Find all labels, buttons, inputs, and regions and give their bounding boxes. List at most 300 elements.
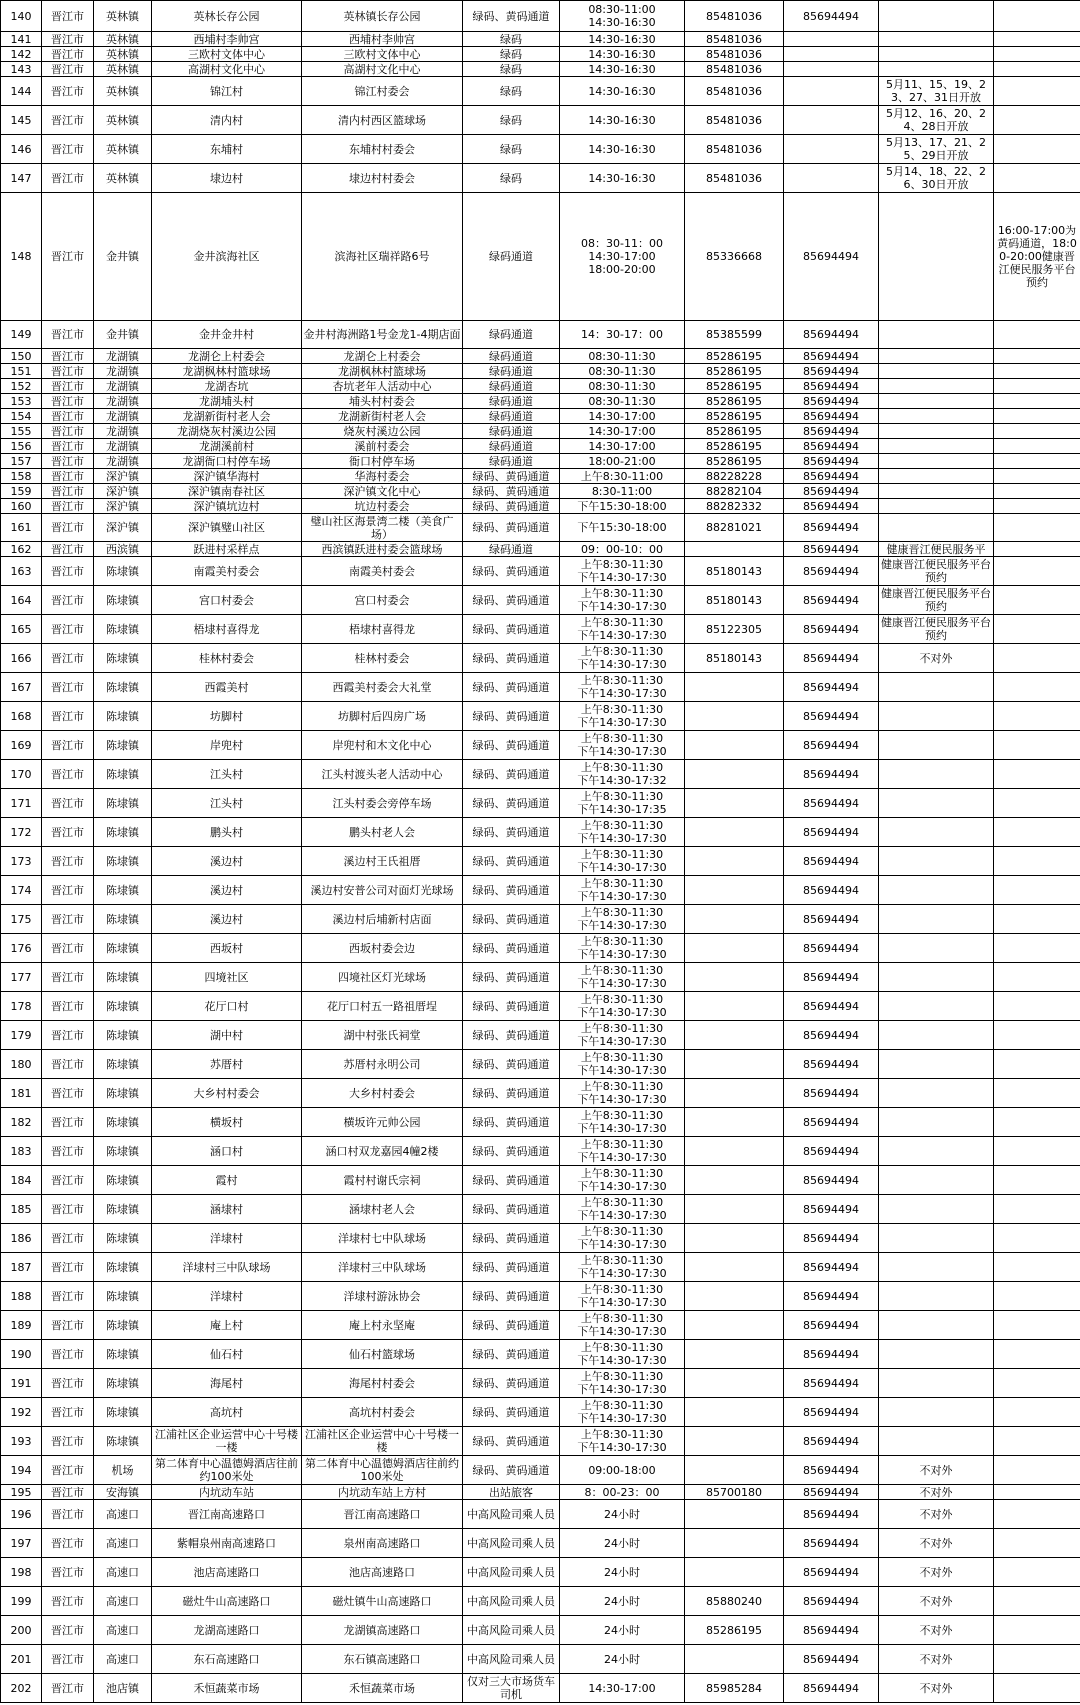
note-cell <box>879 673 994 702</box>
hours-cell: 上午8:30-11:30 下午14:30-17:30 <box>560 876 685 905</box>
site-name-cell: 金井滨海社区 <box>152 193 302 321</box>
remark-cell <box>994 47 1080 62</box>
town-cell: 深沪镇 <box>94 469 152 484</box>
phone-cell: 85481036 <box>685 106 784 135</box>
phone-cell <box>685 789 784 818</box>
note-cell: 5月11、15、19、23、27、31日开放 <box>879 77 994 106</box>
note-cell <box>879 1253 994 1282</box>
table-row <box>1 992 1080 1021</box>
site-name-cell: 高湖村文化中心 <box>152 62 302 77</box>
town-cell: 机场 <box>94 1456 152 1485</box>
note-cell <box>879 1224 994 1253</box>
lane-type-cell: 绿码、黄码通道 <box>463 1369 560 1398</box>
town-cell: 陈埭镇 <box>94 1137 152 1166</box>
phone-cell <box>685 934 784 963</box>
address-cell: 苏厝村永明公司 <box>302 1050 463 1079</box>
address-cell: 溪前村委会 <box>302 439 463 454</box>
table-row <box>1 1427 1080 1456</box>
remark-cell <box>994 106 1080 135</box>
town-cell: 龙湖镇 <box>94 394 152 409</box>
city-cell: 晋江市 <box>42 1485 94 1500</box>
hotline-cell: 85694494 <box>784 586 879 615</box>
remark-cell <box>994 1137 1080 1166</box>
hours-cell: 上午8:30-11:30 下午14:30-17:32 <box>560 760 685 789</box>
address-cell: 溪边村后埔新村店面 <box>302 905 463 934</box>
lane-type-cell: 绿码、黄码通道 <box>463 586 560 615</box>
town-cell: 陈埭镇 <box>94 1253 152 1282</box>
note-cell: 不对外 <box>879 644 994 673</box>
address-cell: 泉州南高速路口 <box>302 1529 463 1558</box>
town-cell: 陈埭镇 <box>94 1427 152 1456</box>
table-row <box>1 1340 1080 1369</box>
remark-cell <box>994 557 1080 586</box>
address-cell: 磁灶镇牛山高速路口 <box>302 1587 463 1616</box>
table-row <box>1 1224 1080 1253</box>
table-row <box>1 1079 1080 1108</box>
row-number-cell: 183 <box>1 1137 42 1166</box>
row-number-cell: 140 <box>1 1 42 32</box>
table-row <box>1 847 1080 876</box>
address-cell: 江浦社区企业运营中心十号楼一楼 <box>302 1427 463 1456</box>
city-cell: 晋江市 <box>42 439 94 454</box>
remark-cell <box>994 1021 1080 1050</box>
remark-cell: 16:00-17:00为黄码通道，18:00-20:00健康晋江便民服务平台预约 <box>994 193 1080 321</box>
lane-type-cell: 绿码、黄码通道 <box>463 1253 560 1282</box>
site-name-cell: 仙石村 <box>152 1340 302 1369</box>
city-cell: 晋江市 <box>42 409 94 424</box>
town-cell: 英林镇 <box>94 62 152 77</box>
row-number-cell: 190 <box>1 1340 42 1369</box>
town-cell: 陈埭镇 <box>94 557 152 586</box>
lane-type-cell: 绿码、黄码通道 <box>463 1021 560 1050</box>
row-number-cell: 161 <box>1 514 42 542</box>
city-cell: 晋江市 <box>42 1398 94 1427</box>
phone-cell: 85481036 <box>685 62 784 77</box>
table-row <box>1 1645 1080 1674</box>
site-name-cell: 高坑村 <box>152 1398 302 1427</box>
town-cell: 陈埭镇 <box>94 1021 152 1050</box>
site-name-cell: 晋江南高速路口 <box>152 1500 302 1529</box>
note-cell <box>879 409 994 424</box>
note-cell <box>879 1 994 32</box>
note-cell <box>879 1050 994 1079</box>
address-cell: 璧山社区海景湾二楼（美食广场） <box>302 514 463 542</box>
lane-type-cell: 绿码 <box>463 77 560 106</box>
note-cell <box>879 379 994 394</box>
town-cell: 陈埭镇 <box>94 673 152 702</box>
remark-cell <box>994 1398 1080 1427</box>
city-cell: 晋江市 <box>42 469 94 484</box>
town-cell: 陈埭镇 <box>94 1282 152 1311</box>
town-cell: 高速口 <box>94 1616 152 1645</box>
city-cell: 晋江市 <box>42 905 94 934</box>
address-cell: 池店高速路口 <box>302 1558 463 1587</box>
address-cell: 烧灰村溪边公园 <box>302 424 463 439</box>
table-body <box>1 1 1080 1703</box>
phone-cell <box>685 1282 784 1311</box>
site-name-cell: 深沪镇坑边村 <box>152 499 302 514</box>
town-cell: 龙湖镇 <box>94 364 152 379</box>
site-name-cell: 涵口村 <box>152 1137 302 1166</box>
phone-cell: 85336668 <box>685 193 784 321</box>
address-cell: 晋江南高速路口 <box>302 1500 463 1529</box>
lane-type-cell: 绿码、黄码通道 <box>463 1311 560 1340</box>
address-cell: 桂林村委会 <box>302 644 463 673</box>
phone-cell: 88228228 <box>685 469 784 484</box>
hotline-cell <box>784 47 879 62</box>
site-name-cell: 金井金井村 <box>152 321 302 349</box>
lane-type-cell: 绿码、黄码通道 <box>463 499 560 514</box>
city-cell: 晋江市 <box>42 499 94 514</box>
city-cell: 晋江市 <box>42 542 94 557</box>
town-cell: 陈埭镇 <box>94 789 152 818</box>
remark-cell <box>994 1645 1080 1674</box>
phone-cell: 88282332 <box>685 499 784 514</box>
site-name-cell: 东石高速路口 <box>152 1645 302 1674</box>
hours-cell: 上午8:30-11:30 下午14:30-17:30 <box>560 847 685 876</box>
hours-cell: 08:30-11:30 <box>560 379 685 394</box>
table-row <box>1 135 1080 164</box>
site-name-cell: 龙湖枫林村篮球场 <box>152 364 302 379</box>
town-cell: 陈埭镇 <box>94 1050 152 1079</box>
address-cell: 鹏头村老人会 <box>302 818 463 847</box>
phone-cell: 85880240 <box>685 1587 784 1616</box>
address-cell: 涵埭村老人会 <box>302 1195 463 1224</box>
hotline-cell: 85694494 <box>784 1616 879 1645</box>
hours-cell: 08:30-11:30 <box>560 394 685 409</box>
address-cell: 江头村委会旁停车场 <box>302 789 463 818</box>
row-number-cell: 179 <box>1 1021 42 1050</box>
row-number-cell: 143 <box>1 62 42 77</box>
table-row <box>1 409 1080 424</box>
remark-cell <box>994 454 1080 469</box>
phone-cell <box>685 1529 784 1558</box>
phone-cell <box>685 963 784 992</box>
city-cell: 晋江市 <box>42 106 94 135</box>
site-name-cell: 龙湖埔头村 <box>152 394 302 409</box>
phone-cell: 88281021 <box>685 514 784 542</box>
city-cell: 晋江市 <box>42 1050 94 1079</box>
remark-cell <box>994 514 1080 542</box>
town-cell: 龙湖镇 <box>94 409 152 424</box>
note-cell: 健康晋江便民服务平台预约 <box>879 557 994 586</box>
hotline-cell: 85694494 <box>784 379 879 394</box>
site-name-cell: 洋埭村三中队球场 <box>152 1253 302 1282</box>
address-cell: 洋埭村七中队球场 <box>302 1224 463 1253</box>
site-name-cell: 梧埭村喜得龙 <box>152 615 302 644</box>
hours-cell: 09:00-18:00 <box>560 1456 685 1485</box>
hotline-cell: 85694494 <box>784 1500 879 1529</box>
city-cell: 晋江市 <box>42 349 94 364</box>
row-number-cell: 142 <box>1 47 42 62</box>
town-cell: 英林镇 <box>94 32 152 47</box>
hotline-cell: 85694494 <box>784 1645 879 1674</box>
row-number-cell: 150 <box>1 349 42 364</box>
address-cell: 第二体育中心温德姆酒店往前约100米处 <box>302 1456 463 1485</box>
town-cell: 陈埭镇 <box>94 644 152 673</box>
note-cell <box>879 439 994 454</box>
phone-cell: 85481036 <box>685 1 784 32</box>
hotline-cell: 85694494 <box>784 349 879 364</box>
site-name-cell: 西坂村 <box>152 934 302 963</box>
lane-type-cell: 绿码 <box>463 62 560 77</box>
site-name-cell: 龙湖新街村老人会 <box>152 409 302 424</box>
phone-cell: 85286195 <box>685 394 784 409</box>
hours-cell: 上午8:30-11:30 下午14:30-17:30 <box>560 615 685 644</box>
address-cell: 高坑村村委会 <box>302 1398 463 1427</box>
table-row <box>1 557 1080 586</box>
lane-type-cell: 绿码 <box>463 135 560 164</box>
town-cell: 陈埭镇 <box>94 1224 152 1253</box>
lane-type-cell: 绿码、黄码通道 <box>463 760 560 789</box>
lane-type-cell: 出站旅客 <box>463 1485 560 1500</box>
hotline-cell: 85694494 <box>784 1427 879 1456</box>
town-cell: 陈埭镇 <box>94 615 152 644</box>
table-row <box>1 1253 1080 1282</box>
town-cell: 陈埭镇 <box>94 702 152 731</box>
table-row <box>1 1558 1080 1587</box>
hotline-cell <box>784 164 879 193</box>
town-cell: 陈埭镇 <box>94 1079 152 1108</box>
lane-type-cell: 绿码、黄码通道 <box>463 1456 560 1485</box>
hotline-cell <box>784 32 879 47</box>
address-cell: 涵口村双龙嘉园4幢2楼 <box>302 1137 463 1166</box>
lane-type-cell: 绿码通道 <box>463 409 560 424</box>
town-cell: 英林镇 <box>94 135 152 164</box>
hours-cell: 14:30-17:00 <box>560 409 685 424</box>
hours-cell: 上午8:30-11:30 下午14:30-17:30 <box>560 1079 685 1108</box>
row-number-cell: 153 <box>1 394 42 409</box>
row-number-cell: 151 <box>1 364 42 379</box>
phone-cell: 85985284 <box>685 1674 784 1703</box>
site-name-cell: 龙湖仑上村委会 <box>152 349 302 364</box>
phone-cell <box>685 1645 784 1674</box>
note-cell <box>879 1108 994 1137</box>
hotline-cell: 85694494 <box>784 394 879 409</box>
address-cell: 庵上村永坚庵 <box>302 1311 463 1340</box>
town-cell: 龙湖镇 <box>94 454 152 469</box>
address-cell: 溪边村安普公司对面灯光球场 <box>302 876 463 905</box>
lane-type-cell: 绿码通道 <box>463 379 560 394</box>
remark-cell <box>994 364 1080 379</box>
table-row <box>1 164 1080 193</box>
phone-cell: 85180143 <box>685 586 784 615</box>
table-row <box>1 1 1080 32</box>
phone-cell <box>685 1427 784 1456</box>
remark-cell <box>994 1108 1080 1137</box>
remark-cell <box>994 1079 1080 1108</box>
row-number-cell: 155 <box>1 424 42 439</box>
city-cell: 晋江市 <box>42 1427 94 1456</box>
note-cell: 5月14、18、22、26、30日开放 <box>879 164 994 193</box>
hours-cell: 上午8:30-11:30 下午14:30-17:30 <box>560 1369 685 1398</box>
hotline-cell: 85694494 <box>784 673 879 702</box>
hotline-cell: 85694494 <box>784 424 879 439</box>
table-row <box>1 321 1080 349</box>
site-name-cell: 霞村 <box>152 1166 302 1195</box>
site-name-cell: 湖中村 <box>152 1021 302 1050</box>
lane-type-cell: 绿码通道 <box>463 454 560 469</box>
city-cell: 晋江市 <box>42 818 94 847</box>
town-cell: 陈埭镇 <box>94 905 152 934</box>
address-cell: 东石镇高速路口 <box>302 1645 463 1674</box>
hours-cell: 14:30-17:00 <box>560 1674 685 1703</box>
remark-cell <box>994 1050 1080 1079</box>
note-cell <box>879 1311 994 1340</box>
city-cell: 晋江市 <box>42 934 94 963</box>
remark-cell <box>994 1253 1080 1282</box>
remark-cell <box>994 379 1080 394</box>
address-cell: 坊脚村后四房广场 <box>302 702 463 731</box>
site-name-cell: 江浦社区企业运营中心十号楼一楼 <box>152 1427 302 1456</box>
note-cell <box>879 760 994 789</box>
table-row <box>1 32 1080 47</box>
row-number-cell: 148 <box>1 193 42 321</box>
town-cell: 英林镇 <box>94 164 152 193</box>
note-cell <box>879 349 994 364</box>
hotline-cell: 85694494 <box>784 992 879 1021</box>
lane-type-cell: 绿码、黄码通道 <box>463 876 560 905</box>
hotline-cell <box>784 106 879 135</box>
hours-cell: 上午8:30-11:30 下午14:30-17:30 <box>560 963 685 992</box>
site-name-cell: 四境社区 <box>152 963 302 992</box>
hotline-cell: 85694494 <box>784 1079 879 1108</box>
table-row <box>1 731 1080 760</box>
town-cell: 陈埭镇 <box>94 963 152 992</box>
row-number-cell: 192 <box>1 1398 42 1427</box>
remark-cell <box>994 135 1080 164</box>
phone-cell <box>685 702 784 731</box>
table-row <box>1 62 1080 77</box>
note-cell <box>879 1137 994 1166</box>
hotline-cell: 85694494 <box>784 439 879 454</box>
hotline-cell: 85694494 <box>784 905 879 934</box>
table-row <box>1 1485 1080 1500</box>
hours-cell: 上午8:30-11:30 下午14:30-17:30 <box>560 1195 685 1224</box>
town-cell: 陈埭镇 <box>94 1340 152 1369</box>
town-cell: 高速口 <box>94 1529 152 1558</box>
lane-type-cell: 绿码、黄码通道 <box>463 615 560 644</box>
hours-cell: 14:30-16:30 <box>560 135 685 164</box>
hours-cell: 8：00-23：00 <box>560 1485 685 1500</box>
site-name-cell: 溪边村 <box>152 905 302 934</box>
remark-cell <box>994 1674 1080 1703</box>
phone-cell <box>685 1021 784 1050</box>
table-row <box>1 673 1080 702</box>
table-row <box>1 1529 1080 1558</box>
lane-type-cell: 中高风险司乘人员 <box>463 1558 560 1587</box>
hotline-cell: 85694494 <box>784 542 879 557</box>
site-name-cell: 江头村 <box>152 789 302 818</box>
address-cell: 华海村委会 <box>302 469 463 484</box>
site-name-cell: 西霞美村 <box>152 673 302 702</box>
site-name-cell: 池店高速路口 <box>152 1558 302 1587</box>
hotline-cell: 85694494 <box>784 321 879 349</box>
phone-cell <box>685 673 784 702</box>
row-number-cell: 159 <box>1 484 42 499</box>
city-cell: 晋江市 <box>42 673 94 702</box>
site-name-cell: 龙湖杏坑 <box>152 379 302 394</box>
site-name-cell: 深沪镇璧山社区 <box>152 514 302 542</box>
note-cell <box>879 789 994 818</box>
row-number-cell: 193 <box>1 1427 42 1456</box>
note-cell: 5月12、16、20、24、28日开放 <box>879 106 994 135</box>
address-cell: 衙口村停车场 <box>302 454 463 469</box>
note-cell: 不对外 <box>879 1485 994 1500</box>
hotline-cell: 85694494 <box>784 1 879 32</box>
remark-cell <box>994 615 1080 644</box>
city-cell: 晋江市 <box>42 1369 94 1398</box>
remark-cell <box>994 702 1080 731</box>
lane-type-cell: 绿码通道 <box>463 394 560 409</box>
town-cell: 金井镇 <box>94 193 152 321</box>
town-cell: 陈埭镇 <box>94 1369 152 1398</box>
lane-type-cell: 绿码、黄码通道 <box>463 1137 560 1166</box>
row-number-cell: 145 <box>1 106 42 135</box>
remark-cell <box>994 1369 1080 1398</box>
note-cell <box>879 484 994 499</box>
city-cell: 晋江市 <box>42 1340 94 1369</box>
hours-cell: 上午8:30-11:30 下午14:30-17:30 <box>560 1282 685 1311</box>
town-cell: 陈埭镇 <box>94 731 152 760</box>
remark-cell <box>994 644 1080 673</box>
hours-cell: 24小时 <box>560 1645 685 1674</box>
address-cell: 禾恒蔬菜市场 <box>302 1674 463 1703</box>
address-cell: 洋埭村游泳协会 <box>302 1282 463 1311</box>
address-cell: 坑边村委会 <box>302 499 463 514</box>
address-cell: 龙湖镇高速路口 <box>302 1616 463 1645</box>
city-cell: 晋江市 <box>42 1529 94 1558</box>
site-name-cell: 第二体育中心温德姆酒店往前约100米处 <box>152 1456 302 1485</box>
row-number-cell: 191 <box>1 1369 42 1398</box>
table-row <box>1 47 1080 62</box>
table-row <box>1 876 1080 905</box>
city-cell: 晋江市 <box>42 47 94 62</box>
site-name-cell: 海尾村 <box>152 1369 302 1398</box>
remark-cell <box>994 586 1080 615</box>
hotline-cell: 85694494 <box>784 409 879 424</box>
table-row <box>1 1587 1080 1616</box>
city-cell: 晋江市 <box>42 557 94 586</box>
hours-cell: 上午8:30-11:30 下午14:30-17:30 <box>560 818 685 847</box>
town-cell: 高速口 <box>94 1645 152 1674</box>
note-cell <box>879 731 994 760</box>
phone-cell <box>685 818 784 847</box>
city-cell: 晋江市 <box>42 586 94 615</box>
city-cell: 晋江市 <box>42 164 94 193</box>
city-cell: 晋江市 <box>42 1587 94 1616</box>
row-number-cell: 195 <box>1 1485 42 1500</box>
city-cell: 晋江市 <box>42 1616 94 1645</box>
row-number-cell: 167 <box>1 673 42 702</box>
note-cell <box>879 702 994 731</box>
note-cell: 不对外 <box>879 1529 994 1558</box>
town-cell: 金井镇 <box>94 321 152 349</box>
hours-cell: 上午8:30-11:30 下午14:30-17:30 <box>560 702 685 731</box>
row-number-cell: 168 <box>1 702 42 731</box>
town-cell: 龙湖镇 <box>94 379 152 394</box>
city-cell: 晋江市 <box>42 1645 94 1674</box>
table-row <box>1 439 1080 454</box>
table-row <box>1 963 1080 992</box>
city-cell: 晋江市 <box>42 702 94 731</box>
town-cell: 英林镇 <box>94 106 152 135</box>
remark-cell <box>994 847 1080 876</box>
hotline-cell: 85694494 <box>784 963 879 992</box>
town-cell: 英林镇 <box>94 1 152 32</box>
hours-cell: 14：30-17：00 <box>560 321 685 349</box>
table-row <box>1 1021 1080 1050</box>
